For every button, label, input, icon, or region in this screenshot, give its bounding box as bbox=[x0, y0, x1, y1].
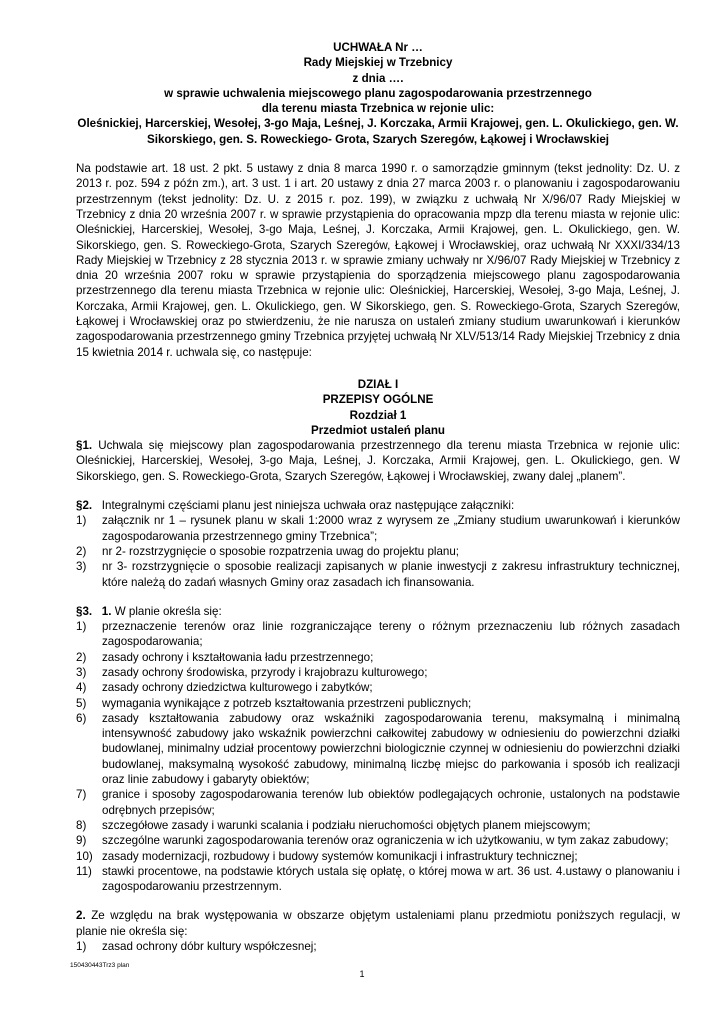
list-item-text: zasady kształtowania zabudowy oraz wskaźniki zagospodarowania terenu, maksymalną i minimalną intensywność zabudowy jako wskaźnik powierzchni całkowitej zabudowy w odniesieniu do powierzchni działki budowlanej, minimalny udział procentowy powierzchni biologicznie czynnej w odniesieniu do powierzchni działki budowlanej, maksymalną wysokość zabudowy, minimalną liczbę miejsc do parkowania i sposób ich realizacji oraz linie zabudowy i gabaryty obiektów; bbox=[102, 711, 680, 787]
list-item-text: zasad ochrony dóbr kultury współczesnej; bbox=[102, 940, 317, 954]
section-2-list bbox=[76, 939, 680, 954]
paragraph-2-intro: Integralnymi częściami planu jest niniejsza uchwała oraz następujące załączniki: bbox=[101, 499, 515, 513]
paragraph-1 bbox=[76, 438, 680, 484]
list-item-number: 4) bbox=[76, 681, 87, 695]
list-item bbox=[76, 559, 680, 590]
list-item-number: 8) bbox=[76, 818, 87, 832]
list-item bbox=[76, 849, 680, 864]
list-item-number: 1) bbox=[76, 620, 87, 634]
list-item-number: 3) bbox=[76, 665, 87, 679]
list-item-number: 1) bbox=[76, 940, 87, 954]
page-number: 1 bbox=[359, 969, 365, 979]
paragraph-2-number: §2. bbox=[76, 499, 93, 513]
council-name: Rady Miejskiej w Trzebnicy bbox=[303, 56, 453, 70]
division-heading bbox=[76, 377, 680, 438]
list-item-number: 1) bbox=[76, 514, 87, 528]
section-2-intro: Ze względu na brak występowania w obszarze objętym ustaleniami planu przedmiotu poniższych regulacji, w planie nie określa się: bbox=[76, 909, 680, 938]
list-item bbox=[76, 864, 680, 895]
list-item bbox=[76, 818, 680, 833]
chapter-title: Rozdział 1 bbox=[349, 408, 407, 422]
paragraph-3-subnumber: 1. bbox=[101, 604, 112, 618]
paragraph-3-intro: W planie określa się: bbox=[114, 604, 222, 618]
paragraph-2-list bbox=[76, 513, 680, 589]
list-item bbox=[76, 650, 680, 665]
division-name: PRZEPISY OGÓLNE bbox=[322, 393, 434, 407]
section-2-number: 2. bbox=[76, 909, 86, 923]
resolution-subject: w sprawie uchwalenia miejscowego planu zagospodarowania przestrzennego bbox=[164, 86, 592, 100]
list-item-number: 7) bbox=[76, 788, 87, 802]
list-item bbox=[76, 696, 680, 711]
chapter-name: Przedmiot ustaleń planu bbox=[311, 423, 445, 437]
paragraph-3 bbox=[76, 604, 680, 619]
list-item-number: 11) bbox=[76, 864, 92, 878]
list-item bbox=[76, 787, 680, 818]
footer-document-code: 150430443Trz3 plan bbox=[70, 962, 130, 969]
list-item-text: nr 2- rozstrzygnięcie o sposobie rozpatrzenia uwag do projektu planu; bbox=[102, 544, 460, 558]
document-page bbox=[76, 40, 680, 954]
division-title: DZIAŁ I bbox=[357, 377, 399, 391]
list-item-text: załącznik nr 1 – rysunek planu w skali 1:2000 wraz z wyrysem ze „Zmiany studium uwarunkowań i kierunków zagospodarowania przestrzennego gminy Trzebnica”; bbox=[102, 514, 680, 543]
list-item bbox=[76, 619, 680, 650]
list-item bbox=[76, 544, 680, 559]
list-item-text: zasady ochrony i kształtowania ładu przestrzennego; bbox=[102, 650, 374, 664]
paragraph-3-number: §3. bbox=[76, 604, 93, 618]
resolution-number: UCHWAŁA Nr … bbox=[333, 41, 423, 54]
resolution-streets: Oleśnickiej, Harcerskiej, Wesołej, 3-go Maja, Leśnej, J. Korczaka, Armii Krajowej, gen. L. Okulickiego, gen. W. Sikorskiego, gen. S. Roweckiego- Grota, Szarych Szeregów, Łąkowej i Wrocławskiej bbox=[77, 117, 679, 146]
preamble: Na podstawie art. 18 ust. 2 pkt. 5 ustawy z dnia 8 marca 1990 r. o samorządzie gminnym (tekst jednolity: Dz. U. z 2013 r. poz. 594 z późn zm.), art. 3 ust. 1 i art. 20 ustawy z dnia 27 marca 2003 r. o planowaniu i zagospodarowaniu przestrzennym (tekst jednolity: Dz. U. z 2015 r. poz. 199), w związku z uchwałą Nr X/96/07 Rady Miejskiej w Trzebnicy z dnia 20 września 2007 r. w sprawie przystąpienia do opracowania mpzp dla terenu miasta w rejonie ulic: Oleśnickiej, Harcerskiej, Wesołej, 3-go Maja, Leśnej, J. Korczaka, Armii Krajowej, gen. L. Okulickiego, gen. W. Sikorskiego, gen. S. Roweckiego-Grota, Szarych Szeregów, Łąkowej i Wrocławskiej, oraz uchwałą Nr XXXI/334/13 Rady Miejskiej w Trzebnicy z 28 stycznia 2013 r. w sprawie zmiany uchwały nr X/96/07 Rady Miejskiej w Trzebnicy z dnia 20 września 2007 roku w sprawie przystąpienia do sporządzenia miejscowego planu zagospodarowania przestrzennego dla terenu miasta Trzebnica w rejonie ulic: Oleśnickiej, Harcerskiej, Wesołej, 3-go Maja, Leśnej, J. Korczaka, Armii Krajowej, gen. L. Okulickiego, gen. W Sikorskiego, gen. S. Roweckiego-Grota, Szarych Szeregów, Łąkowej i Wrocławskiej oraz po stwierdzeniu, że nie narusza on ustaleń zmiany studium uwarunkowań i kierunków zagospodarowania przestrzennego gminy Trzebnica przyjętej uchwałą Nr XLV/513/14 Rady Miejskiej Trzebnicy z dnia 15 kwietnia 2014 r. uchwala się, co następuje: bbox=[76, 162, 680, 359]
list-item bbox=[76, 513, 680, 544]
list-item-number: 3) bbox=[76, 560, 87, 574]
list-item-text: zasady ochrony środowiska, przyrody i krajobrazu kulturowego; bbox=[102, 665, 428, 679]
list-item-number: 5) bbox=[76, 696, 87, 710]
list-item-number: 6) bbox=[76, 711, 87, 725]
list-item bbox=[76, 680, 680, 695]
list-item-text: nr 3- rozstrzygnięcie o sposobie realizacji zapisanych w planie inwestycji z zakresu infrastruktury technicznej, które należą do zadań własnych Gminy oraz zasadach ich finansowania. bbox=[102, 560, 680, 589]
list-item-text: wymagania wynikające z potrzeb kształtowania przestrzeni publicznych; bbox=[102, 696, 472, 710]
list-item-text: stawki procentowe, na podstawie których ustala się opłatę, o której mowa w art. 36 ust. 4.ustawy o planowaniu i zagospodarowaniu przestrzennym. bbox=[102, 864, 680, 894]
paragraph-1-number: §1. bbox=[76, 439, 93, 453]
paragraph-1-text: Uchwala się miejscowy plan zagospodarowania przestrzennego dla terenu miasta Trzebnica w rejonie ulic: Oleśnickiej, Harcerskiej, Wesołej, 3-go Maja, Leśnej, J. Korczaka, Armii Krajowej, gen. L. Okulickiego, gen. W Sikorskiego, gen. S. Roweckiego-Grota, Szarych Szeregów, Łąkowej i Wrocławskiej, zwany dalej „planem”. bbox=[76, 439, 680, 483]
list-item-text: granice i sposoby zagospodarowania terenów lub obiektów podlegających ochronie, ustalonych na podstawie odrębnych przepisów; bbox=[102, 788, 680, 817]
list-item-text: szczególne warunki zagospodarowania terenów oraz ograniczenia w ich użytkowaniu, w tym zakaz zabudowy; bbox=[102, 834, 669, 848]
resolution-date: z dnia …. bbox=[352, 71, 404, 85]
paragraph-3-section-2 bbox=[76, 908, 680, 939]
list-item-text: zasady modernizacji, rozbudowy i budowy systemów komunikacji i infrastruktury technicznej; bbox=[102, 849, 578, 863]
resolution-area: dla terenu miasta Trzebnica w rejonie ulic: bbox=[261, 102, 495, 116]
list-item-number: 2) bbox=[76, 544, 87, 558]
list-item-text: zasady ochrony dziedzictwa kulturowego i zabytków; bbox=[102, 681, 373, 695]
list-item bbox=[76, 833, 680, 848]
paragraph-2 bbox=[76, 498, 680, 513]
list-item-number: 10) bbox=[76, 849, 93, 863]
list-item bbox=[76, 939, 680, 954]
paragraph-3-list bbox=[76, 619, 680, 894]
list-item bbox=[76, 711, 680, 787]
list-item-number: 9) bbox=[76, 834, 87, 848]
list-item-number: 2) bbox=[76, 650, 87, 664]
list-item-text: przeznaczenie terenów oraz linie rozgraniczające tereny o różnym przeznaczeniu lub różnych zasadach zagospodarowania; bbox=[102, 620, 680, 649]
list-item bbox=[76, 665, 680, 680]
list-item-text: szczegółowe zasady i warunki scalania i podziału nieruchomości objętych planem miejscowym; bbox=[102, 818, 591, 832]
resolution-header bbox=[76, 40, 680, 147]
